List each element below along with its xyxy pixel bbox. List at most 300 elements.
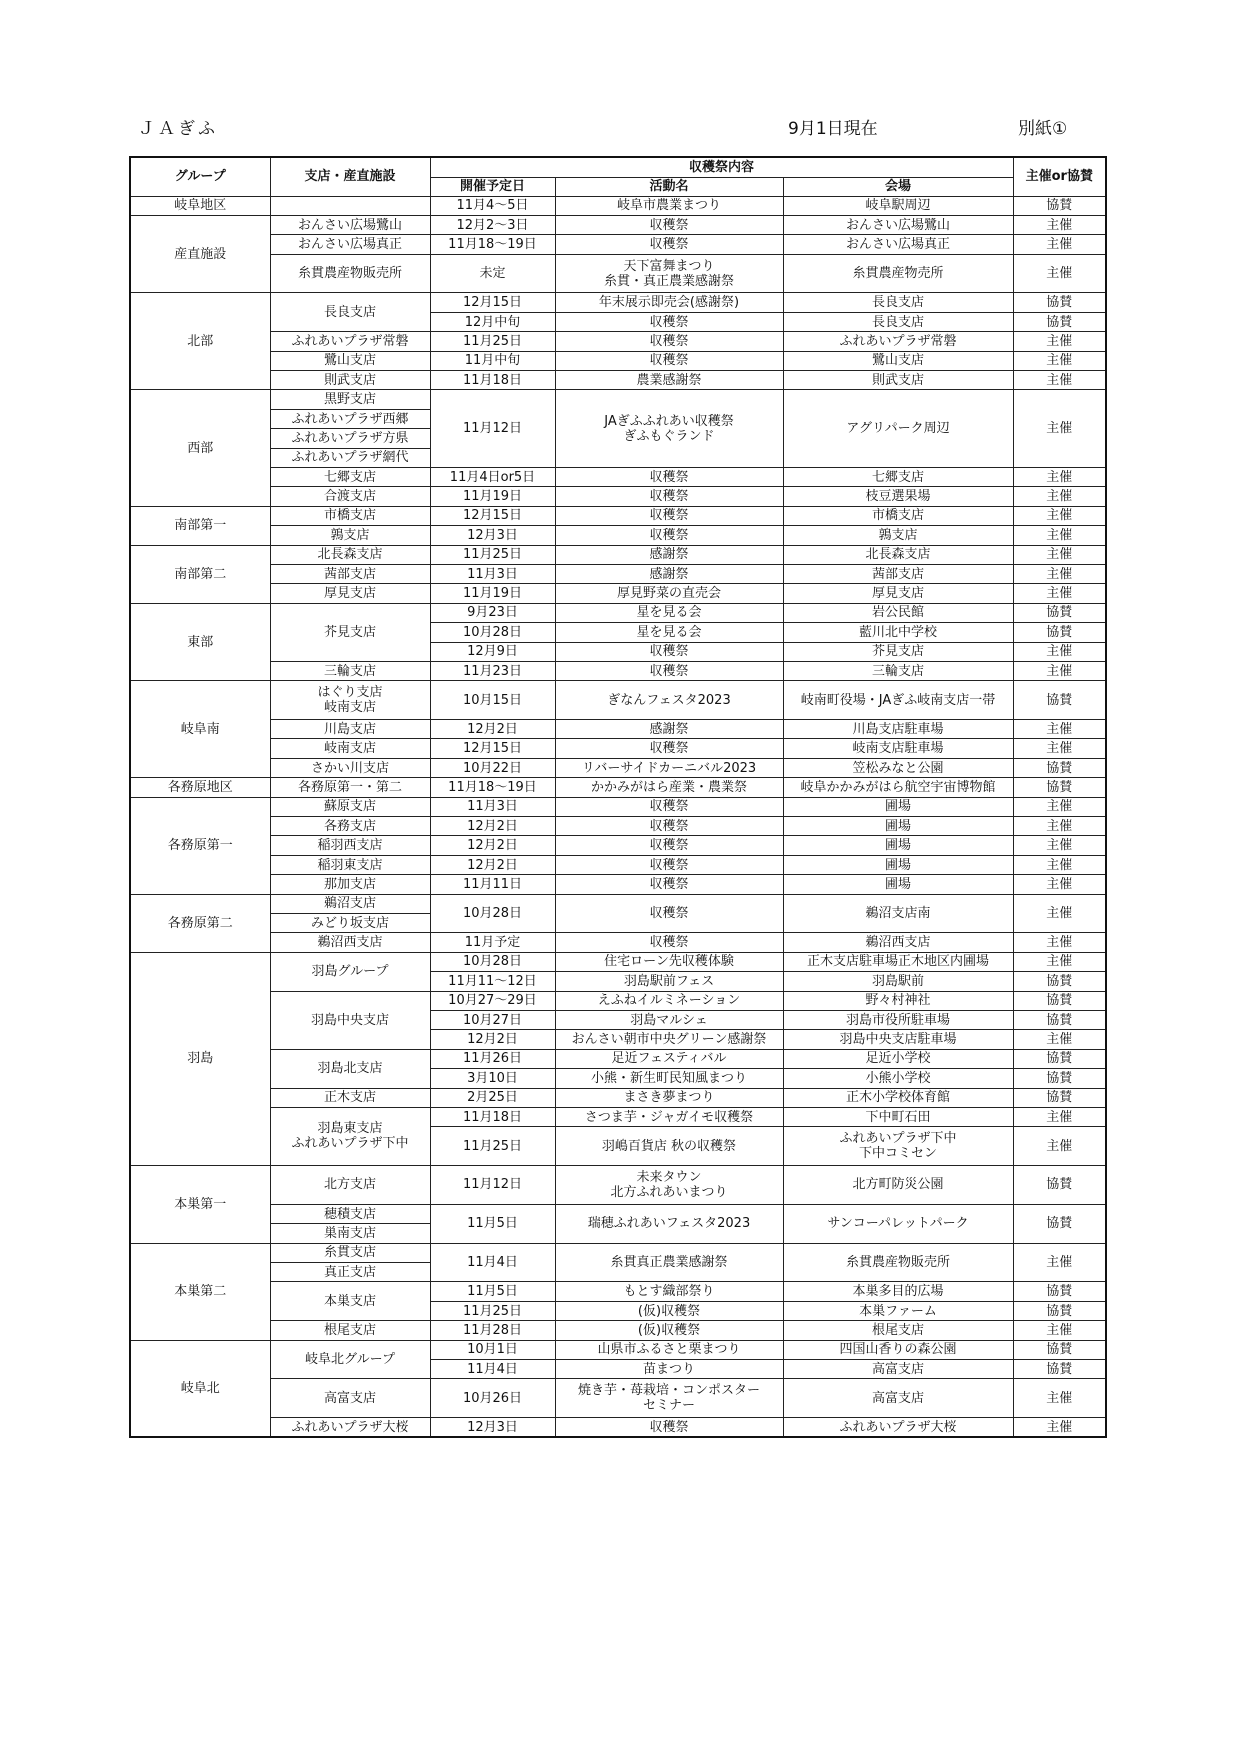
table-row [130,506,1106,525]
branch-name: 七郷支店 [270,467,430,486]
group-name: 各務原第二 [130,894,270,952]
harvest-festival-table [129,156,1107,1438]
event-role: 協賛 [1013,1204,1106,1243]
branch-name: 黒野支店 [270,390,430,409]
event-date: 12月15日 [430,739,555,758]
branch-name: 市橋支店 [270,506,430,525]
event-date: 11月18～19日 [430,235,555,254]
group-name: 各務原第一 [130,797,270,894]
event-role: 主催 [1013,1030,1106,1049]
branch-name: 羽島東支店 ふれあいプラザ下中 [270,1107,430,1165]
event-venue: 岩公民館 [783,603,1013,622]
event-date: 12月2日 [430,720,555,739]
event-venue: 岐阜かかみがはら航空宇宙博物館 [783,778,1013,797]
event-venue: 厚見支店 [783,584,1013,603]
event-venue: 圃場 [783,797,1013,816]
event-role: 主催 [1013,952,1106,971]
event-role: 主催 [1013,1127,1106,1166]
event-venue: 羽島駅前 [783,972,1013,991]
event-venue: 岐南町役場・JAぎふ岐南支店一帯 [783,681,1013,720]
event-role: 主催 [1013,545,1106,564]
event-activity: もとす織部祭り [555,1282,783,1301]
table-row [130,293,1106,312]
branch-name: おんさい広場真正 [270,235,430,254]
event-date: 10月26日 [430,1379,555,1418]
event-venue: おんさい広場鷺山 [783,215,1013,234]
event-venue: 鶉支店 [783,526,1013,545]
event-activity: 収穫祭 [555,797,783,816]
event-venue: 羽島市役所駐車場 [783,1010,1013,1029]
event-activity: 収穫祭 [555,661,783,680]
event-activity: 収穫祭 [555,215,783,234]
table-row [130,584,1106,603]
event-role: 主催 [1013,254,1106,293]
as-of-date: 9月1日現在 [788,119,878,139]
event-date: 3月10日 [430,1069,555,1088]
event-venue: 茜部支店 [783,564,1013,583]
event-venue: ふれあいプラザ大桜 [783,1418,1013,1437]
event-date: 11月25日 [430,1127,555,1166]
branch-name: 合渡支店 [270,487,430,506]
event-date: 11月12日 [430,1166,555,1205]
event-venue: 北方町防災公園 [783,1166,1013,1205]
table-row [130,778,1106,797]
branch-name: 岐阜北グループ [270,1340,430,1379]
event-role: 主催 [1013,875,1106,894]
branch-name: 本巣支店 [270,1282,430,1321]
event-activity: 岐阜市農業まつり [555,196,783,215]
event-date: 11月25日 [430,1301,555,1320]
branch-name: 岐南支店 [270,739,430,758]
branch-name: 那加支店 [270,875,430,894]
event-date: 11月12日 [430,390,555,468]
event-date: 12月9日 [430,642,555,661]
event-date: 12月15日 [430,293,555,312]
event-role: 主催 [1013,1107,1106,1126]
table-row [130,836,1106,855]
event-role: 主催 [1013,836,1106,855]
group-name: 本巣第二 [130,1243,270,1340]
event-activity: かかみがはら産業・農業祭 [555,778,783,797]
table-row [130,758,1106,777]
group-name: 岐阜南 [130,681,270,778]
branch-name: 蘇原支店 [270,797,430,816]
event-date: 12月2～3日 [430,215,555,234]
branch-name [270,196,430,215]
event-role: 協賛 [1013,623,1106,642]
table-row [130,817,1106,836]
col-header-activity: 活動名 [555,177,783,196]
branch-name: 則武支店 [270,371,430,390]
event-activity: JAぎふふれあい収穫祭 ぎふもぐランド [555,390,783,468]
event-date: 11月予定 [430,933,555,952]
col-header-content: 収穫祭内容 [430,157,1013,177]
event-activity: 糸貫真正農業感謝祭 [555,1243,783,1282]
event-venue: 本巣多目的広場 [783,1282,1013,1301]
event-activity: 収穫祭 [555,739,783,758]
branch-name: ふれあいプラザ方県 [270,429,430,448]
event-venue: 藍川北中学校 [783,623,1013,642]
branch-name: 巣南支店 [270,1224,430,1243]
event-date: 11月18日 [430,371,555,390]
table-row [130,603,1106,622]
table-row [130,526,1106,545]
event-role: 協賛 [1013,1360,1106,1379]
table-row [130,1088,1106,1107]
event-activity: 年末展示即売会(感謝祭) [555,293,783,312]
event-venue: 長良支店 [783,293,1013,312]
event-activity: 収穫祭 [555,487,783,506]
event-role: 主催 [1013,642,1106,661]
event-role: 主催 [1013,506,1106,525]
branch-name: おんさい広場鷺山 [270,215,430,234]
branch-name: 長良支店 [270,293,430,332]
table-row [130,235,1106,254]
event-role: 主催 [1013,817,1106,836]
event-date: 10月28日 [430,894,555,933]
event-role: 主催 [1013,564,1106,583]
event-activity: 羽嶋百貨店 秋の収穫祭 [555,1127,783,1166]
table-body [130,196,1106,1437]
event-activity: 収穫祭 [555,235,783,254]
event-venue: 四国山香りの森公園 [783,1340,1013,1359]
event-date: 10月22日 [430,758,555,777]
event-venue: 本巣ファーム [783,1301,1013,1320]
branch-name: 根尾支店 [270,1321,430,1340]
event-date: 11月18～19日 [430,778,555,797]
table-row [130,875,1106,894]
event-date: 10月28日 [430,623,555,642]
event-activity: 足近フェスティバル [555,1049,783,1068]
event-role: 主催 [1013,390,1106,468]
event-activity: 羽島マルシェ [555,1010,783,1029]
event-activity: 瑞穂ふれあいフェスタ2023 [555,1204,783,1243]
event-activity: 収穫祭 [555,817,783,836]
event-role: 主催 [1013,487,1106,506]
branch-name: 稲羽西支店 [270,836,430,855]
event-activity: 収穫祭 [555,933,783,952]
event-date: 10月28日 [430,952,555,971]
event-activity: 収穫祭 [555,642,783,661]
organization-name: ＪＡぎふ [138,119,218,139]
event-venue: 羽島中央支店駐車場 [783,1030,1013,1049]
event-date: 12月15日 [430,506,555,525]
event-role: 協賛 [1013,778,1106,797]
event-activity: えふねイルミネーション [555,991,783,1010]
event-date: 11月23日 [430,661,555,680]
table-row [130,1166,1106,1205]
event-venue: おんさい広場真正 [783,235,1013,254]
event-date: 12月3日 [430,526,555,545]
table-row [130,1204,1106,1223]
event-venue: 足近小学校 [783,1049,1013,1068]
col-header-role: 主催or協賛 [1013,157,1106,196]
event-venue: 高富支店 [783,1379,1013,1418]
branch-name: 芥見支店 [270,603,430,661]
event-activity: (仮)収穫祭 [555,1301,783,1320]
table-row [130,390,1106,409]
event-role: 主催 [1013,739,1106,758]
branch-name: 各務支店 [270,817,430,836]
event-role: 協賛 [1013,312,1106,331]
event-role: 主催 [1013,894,1106,933]
branch-name: 各務原第一・第二 [270,778,430,797]
event-venue: 北長森支店 [783,545,1013,564]
branch-name: 鶉支店 [270,526,430,545]
branch-name: 糸貫支店 [270,1243,430,1262]
event-venue: 圃場 [783,817,1013,836]
branch-name: 厚見支店 [270,584,430,603]
event-venue: 鷺山支店 [783,351,1013,370]
event-date: 10月1日 [430,1340,555,1359]
event-activity: まさき夢まつり [555,1088,783,1107]
event-activity: 収穫祭 [555,894,783,933]
event-role: 主催 [1013,1418,1106,1437]
event-role: 主催 [1013,351,1106,370]
event-date: 10月15日 [430,681,555,720]
event-activity: 山県市ふるさと栗まつり [555,1340,783,1359]
event-role: 協賛 [1013,293,1106,312]
table-row [130,467,1106,486]
event-date: 12月2日 [430,836,555,855]
event-role: 協賛 [1013,196,1106,215]
event-date: 12月2日 [430,855,555,874]
branch-name: 三輪支店 [270,661,430,680]
table-row [130,952,1106,971]
event-venue: サンコーパレットパーク [783,1204,1013,1243]
event-date: 12月中旬 [430,312,555,331]
event-date: 12月3日 [430,1418,555,1437]
event-date: 11月5日 [430,1282,555,1301]
event-role: 協賛 [1013,603,1106,622]
branch-name: 羽島中央支店 [270,991,430,1049]
event-activity: 収穫祭 [555,312,783,331]
event-date: 11月中旬 [430,351,555,370]
event-role: 主催 [1013,797,1106,816]
event-venue: 圃場 [783,875,1013,894]
event-venue: 市橋支店 [783,506,1013,525]
table-row [130,196,1106,215]
table-row [130,1243,1106,1262]
event-activity: 収穫祭 [555,836,783,855]
table-row [130,1321,1106,1340]
table-row [130,661,1106,680]
event-venue: 芥見支店 [783,642,1013,661]
event-role: 主催 [1013,235,1106,254]
event-role: 主催 [1013,933,1106,952]
event-activity: 小熊・新生町民知風まつり [555,1069,783,1088]
event-role: 協賛 [1013,1010,1106,1029]
event-role: 協賛 [1013,1049,1106,1068]
event-activity: 星を見る会 [555,603,783,622]
event-date: 12月2日 [430,1030,555,1049]
event-activity: 感謝祭 [555,720,783,739]
table-row [130,1049,1106,1068]
table-row [130,1282,1106,1301]
table-row [130,855,1106,874]
table-row [130,681,1106,720]
event-date: 11月18日 [430,1107,555,1126]
event-role: 主催 [1013,1243,1106,1282]
branch-name: 糸貫農産物販売所 [270,254,430,293]
event-date: 11月3日 [430,797,555,816]
branch-name: 北方支店 [270,1166,430,1205]
event-venue: 根尾支店 [783,1321,1013,1340]
branch-name: みどり坂支店 [270,913,430,932]
table-row [130,720,1106,739]
branch-name: ふれあいプラザ網代 [270,448,430,467]
table-row [130,991,1106,1010]
event-activity: さつま芋・ジャガイモ収穫祭 [555,1107,783,1126]
branch-name: 川島支店 [270,720,430,739]
group-name: 羽島 [130,952,270,1165]
branch-name: さかい川支店 [270,758,430,777]
event-date: 11月25日 [430,332,555,351]
event-activity: 住宅ローン先収穫体験 [555,952,783,971]
event-venue: 三輪支店 [783,661,1013,680]
event-venue: 七郷支店 [783,467,1013,486]
event-role: 主催 [1013,371,1106,390]
event-date: 11月4日 [430,1243,555,1282]
event-role: 主催 [1013,584,1106,603]
event-date: 11月4日or5日 [430,467,555,486]
event-role: 協賛 [1013,972,1106,991]
event-venue: 野々村神社 [783,991,1013,1010]
table-row [130,1340,1106,1359]
event-activity: 農業感謝祭 [555,371,783,390]
event-date: 11月5日 [430,1204,555,1243]
event-activity: 羽島駅前フェス [555,972,783,991]
event-date: 9月23日 [430,603,555,622]
event-role: 協賛 [1013,681,1106,720]
branch-name: 羽島北支店 [270,1049,430,1088]
table-row [130,739,1106,758]
event-date: 11月19日 [430,584,555,603]
event-venue: 則武支店 [783,371,1013,390]
event-activity: 苗まつり [555,1360,783,1379]
event-date: 11月28日 [430,1321,555,1340]
event-activity: 収穫祭 [555,506,783,525]
branch-name: 羽島グループ [270,952,430,991]
col-header-branch: 支店・産直施設 [270,157,430,196]
event-role: 主催 [1013,332,1106,351]
table-row [130,894,1106,913]
event-venue: 高富支店 [783,1360,1013,1379]
group-name: 岐阜北 [130,1340,270,1437]
branch-name: 茜部支店 [270,564,430,583]
branch-name: 鷺山支店 [270,351,430,370]
event-venue: 岐南支店駐車場 [783,739,1013,758]
event-role: 協賛 [1013,1282,1106,1301]
event-date: 11月3日 [430,564,555,583]
event-venue: 正木小学校体育館 [783,1088,1013,1107]
event-venue: 圃場 [783,836,1013,855]
event-date: 未定 [430,254,555,293]
branch-name: 鵜沼支店 [270,894,430,913]
table-row [130,933,1106,952]
table-row [130,1418,1106,1437]
col-header-venue: 会場 [783,177,1013,196]
group-name: 産直施設 [130,215,270,293]
event-role: 協賛 [1013,1301,1106,1320]
event-date: 11月11～12日 [430,972,555,991]
col-header-date: 開催予定日 [430,177,555,196]
event-date: 11月11日 [430,875,555,894]
event-role: 協賛 [1013,1088,1106,1107]
branch-name: 穂積支店 [270,1204,430,1223]
group-name: 北部 [130,293,270,390]
event-date: 11月25日 [430,545,555,564]
event-venue: ふれあいプラザ下中 下中コミセン [783,1127,1013,1166]
event-venue: アグリパーク周辺 [783,390,1013,468]
table-row [130,215,1106,234]
event-activity: おんさい朝市中央グリーン感謝祭 [555,1030,783,1049]
group-name: 東部 [130,603,270,681]
event-activity: ぎなんフェスタ2023 [555,681,783,720]
event-activity: (仮)収穫祭 [555,1321,783,1340]
event-role: 主催 [1013,720,1106,739]
event-activity: 収穫祭 [555,332,783,351]
branch-name: 真正支店 [270,1263,430,1282]
event-date: 11月19日 [430,487,555,506]
event-date: 10月27～29日 [430,991,555,1010]
event-activity: 収穫祭 [555,351,783,370]
event-date: 11月4～5日 [430,196,555,215]
group-name: 本巣第一 [130,1166,270,1244]
table-row [130,351,1106,370]
table-row [130,487,1106,506]
table-row [130,564,1106,583]
table-row [130,1107,1106,1126]
event-role: 主催 [1013,215,1106,234]
event-venue: ふれあいプラザ常磐 [783,332,1013,351]
table-row [130,332,1106,351]
event-date: 2月25日 [430,1088,555,1107]
event-role: 主催 [1013,1379,1106,1418]
event-venue: 糸貫農産物売所 [783,254,1013,293]
event-role: 主催 [1013,1321,1106,1340]
event-role: 主催 [1013,467,1106,486]
event-venue: 小熊小学校 [783,1069,1013,1088]
event-activity: 収穫祭 [555,467,783,486]
event-venue: 枝豆選果場 [783,487,1013,506]
event-activity: 感謝祭 [555,564,783,583]
event-role: 協賛 [1013,1340,1106,1359]
group-name: 南部第二 [130,545,270,603]
branch-name: ふれあいプラザ大桜 [270,1418,430,1437]
event-role: 協賛 [1013,758,1106,777]
group-name: 岐阜地区 [130,196,270,215]
table-row [130,371,1106,390]
table-row [130,545,1106,564]
event-venue: 長良支店 [783,312,1013,331]
event-venue: 笠松みなと公園 [783,758,1013,777]
event-activity: 感謝祭 [555,545,783,564]
event-role: 協賛 [1013,1166,1106,1205]
event-role: 協賛 [1013,991,1106,1010]
attachment-label: 別紙① [1018,119,1068,139]
event-activity: 未来タウン 北方ふれあいまつり [555,1166,783,1205]
event-activity: 収穫祭 [555,875,783,894]
event-venue: 糸貫農産物販売所 [783,1243,1013,1282]
event-activity: 焼き芋・苺栽培・コンポスター セミナー [555,1379,783,1418]
group-name: 各務原地区 [130,778,270,797]
group-name: 西部 [130,390,270,506]
event-venue: 鵜沼西支店 [783,933,1013,952]
event-date: 11月4日 [430,1360,555,1379]
event-venue: 鵜沼支店南 [783,894,1013,933]
event-activity: リバーサイドカーニバル2023 [555,758,783,777]
